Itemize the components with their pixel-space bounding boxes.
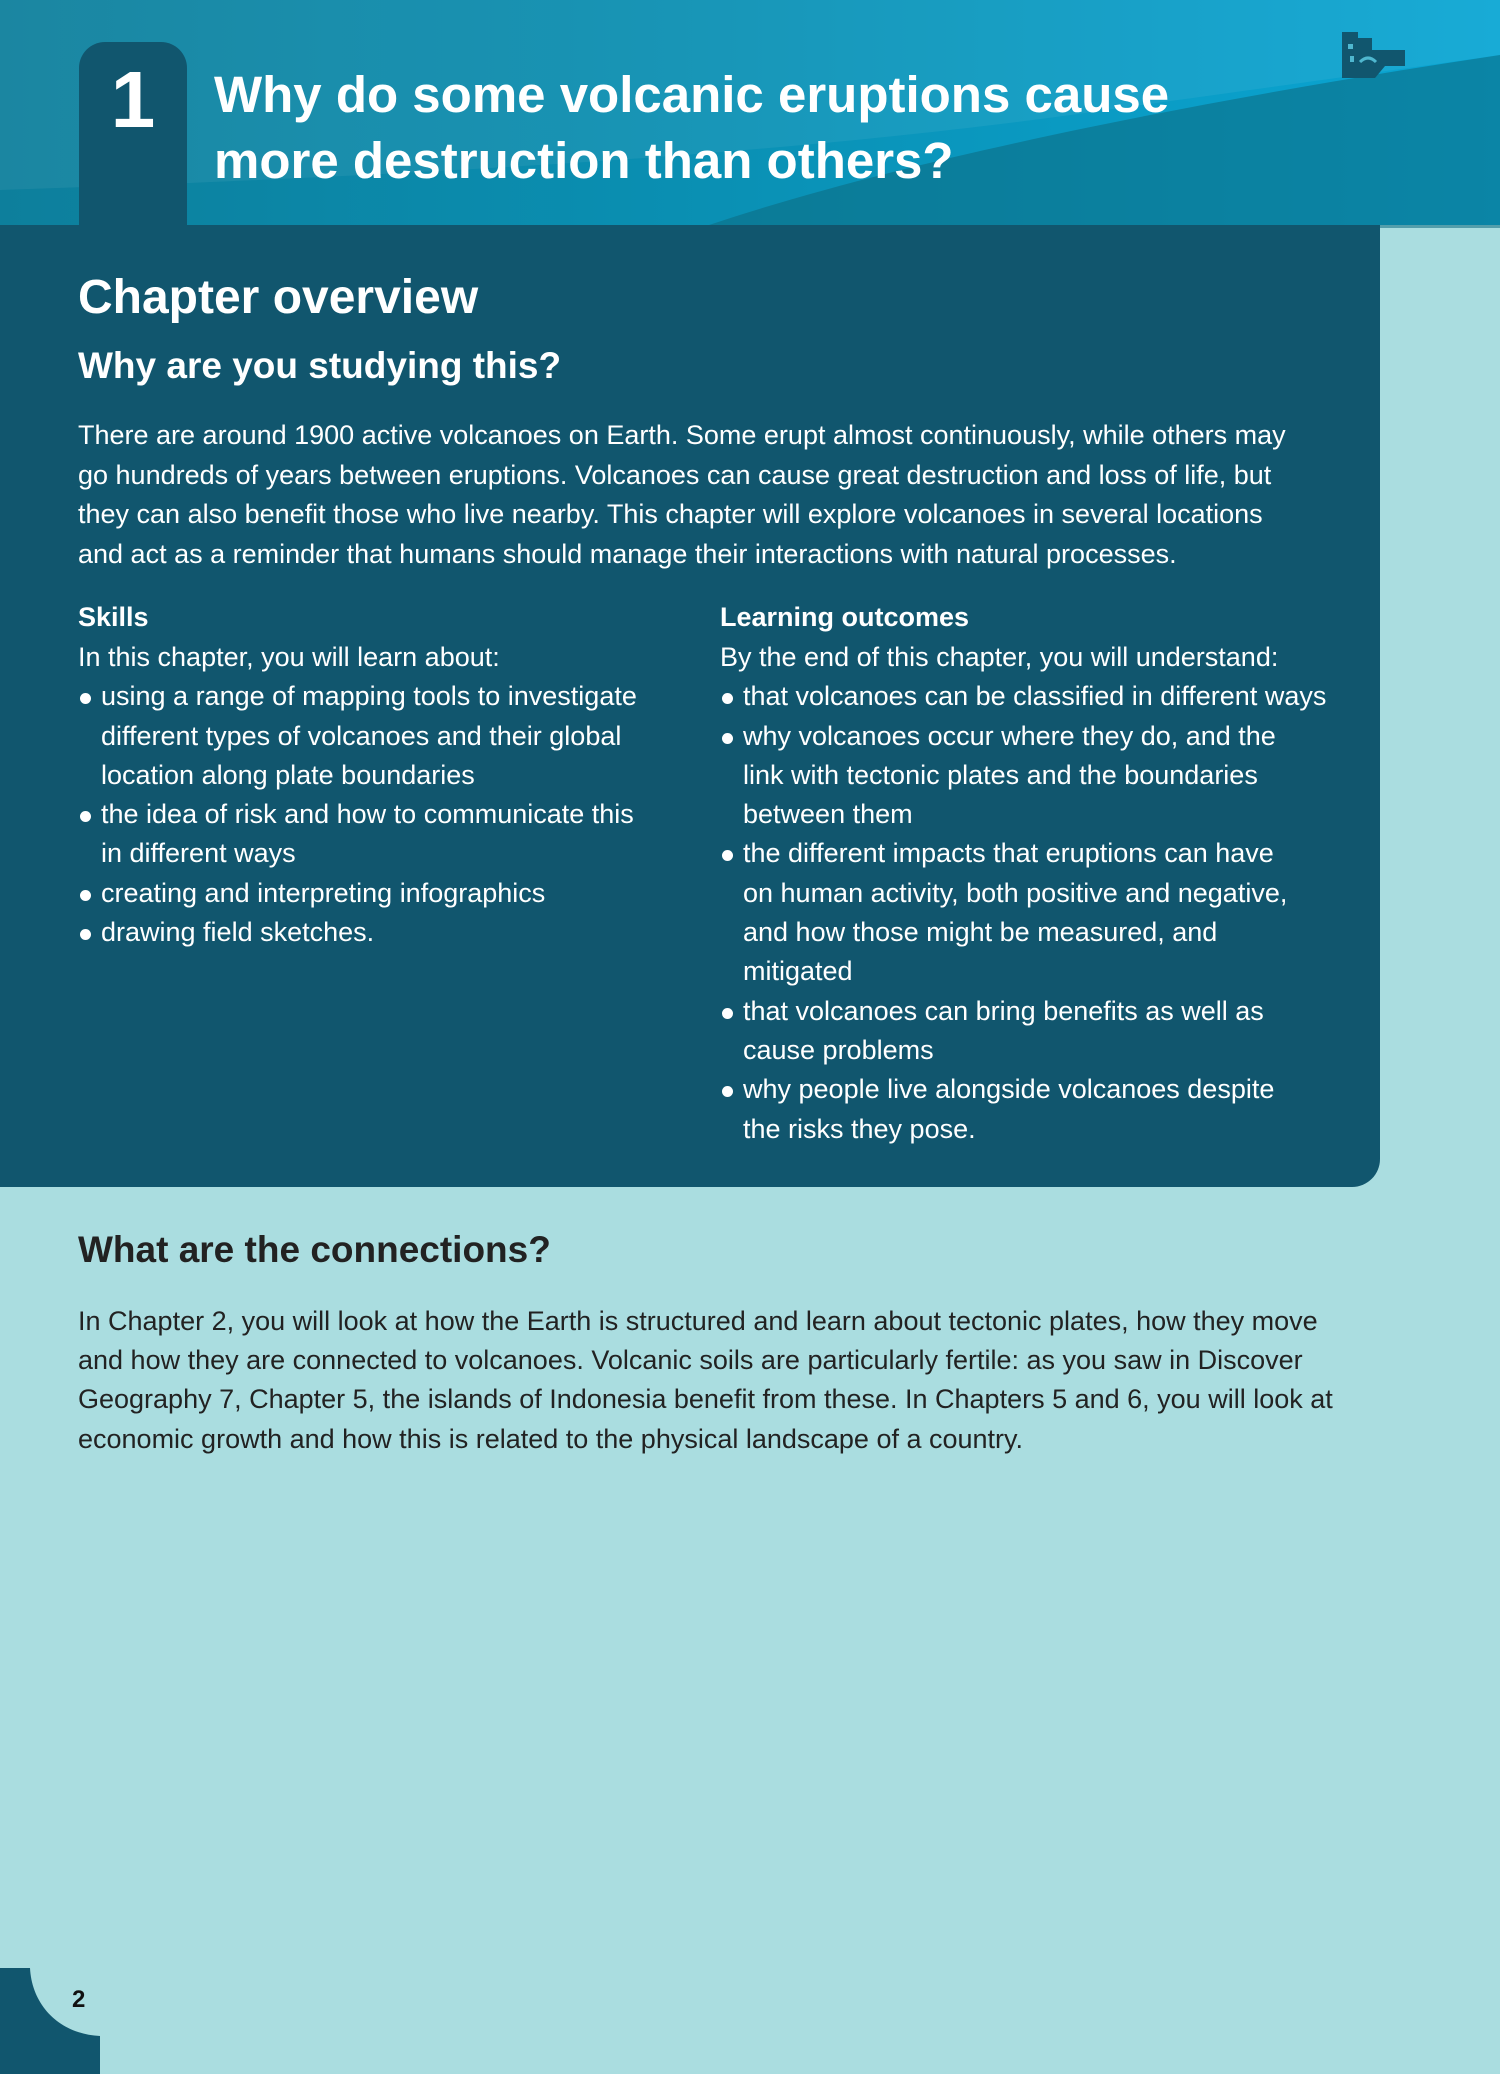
overview-heading: Chapter overview [78,271,479,324]
skills-list [78,677,678,952]
skills-column [78,596,678,952]
bullet-icon [722,733,733,744]
outcome-list-item: that volcanoes can bring benefits as well as cause problems [720,992,1360,1071]
outcome-list-item: why volcanoes occur where they do, and the link with tectonic plates and the boundaries between them [720,717,1360,835]
bullet-icon [80,929,91,940]
skills-list-item: drawing field sketches. [78,913,678,952]
outcome-list-item: why people live alongside volcanoes despite the risks they pose. [720,1070,1360,1149]
bullet-icon [80,811,91,822]
skills-list-item: creating and interpreting infographics [78,874,678,913]
outcome-list-item: that volcanoes can be classified in different ways [720,677,1360,716]
bullet-icon [722,1086,733,1097]
bullet-icon [722,1008,733,1019]
learning-outcomes-heading: Learning outcomes [720,602,970,632]
bullet-icon [80,890,91,901]
bullet-icon [80,693,91,704]
learning-outcomes-column [720,596,1360,1149]
learning-outcomes-lead: By the end of this chapter, you will understand: [720,642,1279,672]
bullet-icon [722,693,733,704]
bullet-icon [722,850,733,861]
chapter-number: 1 [110,55,156,144]
overview-intro-text: There are around 1900 active volcanoes on Earth. Some erupt almost continuously, while others may go hundreds of years between eruptions. Volcanoes can cause great destruction and loss of life, but they can also benefit those who live nearby. This chapter will explore volcanoes in several locations and act as a reminder that humans should manage their interactions with natural processes. [78,420,1286,569]
page-corner-decoration [0,1968,110,2074]
outcome-list-item: the different impacts that eruptions can have on human activity, both positive and negative, and how those might be measured, and mitigated [720,834,1360,991]
skills-list-item: the idea of risk and how to communicate this in different ways [78,795,678,874]
chapter-title: Why do some volcanic eruptions cause more destruction than others? [214,66,1170,189]
learning-outcomes-list [720,677,1360,1149]
skills-list-item: using a range of mapping tools to investigate different types of volcanoes and their global location along plate boundaries [78,677,678,795]
page-number: 2 [72,1986,86,2013]
connections-text: In Chapter 2, you will look at how the Earth is structured and learn about tectonic plates, how they move and how they are connected to volcanoes. Volcanic soils are particularly fertile: as you saw in Discover Geography 7, Chapter 5, the islands of Indonesia benefit from these. In Chapters 5 and 6, you will look at economic growth and how this is related to the physical landscape of a country. [78,1306,1333,1454]
skills-lead: In this chapter, you will learn about: [78,642,500,672]
skills-heading: Skills [78,602,149,632]
connections-heading: What are the connections? [78,1229,551,1270]
why-studying-heading: Why are you studying this? [78,345,562,386]
